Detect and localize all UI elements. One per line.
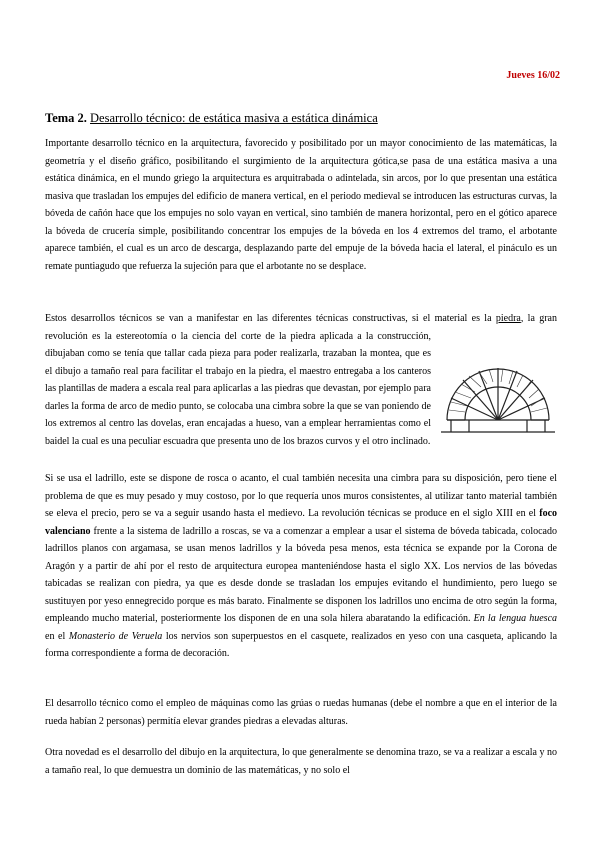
date-label: Jueves 16/02 [506, 70, 560, 81]
paragraph-3-text-d: los nervios son superpuestos en el casquete, realizados en yeso con una casqueta, aplicando la forma correspondiente a forma de decoración. [45, 630, 558, 659]
paragraph-1: Importante desarrollo técnico en la arquitectura, favorecido y posibilitado por un mayor conocimiento de las matemáticas, la geometría y el diseño gráfico, posibilitando el surgimiento de la arquitectura gótica,se pasa de una estática masiva a una estática dinámica, en el mundo griego la arquitectura es arquitrabada o adintelada, sin arcos, por lo que presentan una estática masiva que trasladan los empujes del edificio de manera vertical, en el periodo medieval se introducen las estructuras curvas, la bóveda de cañón hace que los empujes no solo vayan en vertical, sino también de manera horizontal, pero en el gótico aparece la bóveda de crucería simple, posibilitando concentrar los empujes de la bóveda en los 4 extremos del tramo, el arbotante aparece también, el cual es un arco de descarga, desplazando parte del empuje de la bóveda hacia el lateral, el pináculo es un remate puntiagudo que refuerza la sujeción para que el arbotante no se desplace. [45, 138, 557, 272]
topic-number: Tema 2. [45, 111, 87, 125]
paragraph-2 [45, 310, 557, 450]
topic-title: Desarrollo técnico: de estática masiva a estática dinámica [90, 111, 378, 125]
lengua-huesca-term: En la lengua huesca [473, 613, 558, 624]
monasterio-veruela-term: Monasterio de Veruela [68, 630, 163, 642]
paragraph-2-text-b: , la gran revolución es la estereotomía o la ciencia del corte de la piedra aplicada a la construcción, dibujaban como se tenía que tallar cada pieza para poder realizarla, trazaban la montea, que es el dibujo a tamaño real para facilitar el trabajo en la piedra, el maestro entregaba a los canteros las plantillas de madera a escala real para aplicarlas a las piedras que devastan, por ejemplo para darles la forma de arco de medio punto, se colocaba una cimbra sobre la que se van poniendo de los extremos al centro las dovelas, eran encajadas a hueso, van a emplear herramientas como el baidel la cual es una peculiar escuadra que presenta uno de los brazos curvos y el otro inclinado. [45, 313, 557, 447]
foco-valenciano-term: foco valenciano [45, 508, 558, 537]
paragraph-3-text-c: en el [45, 630, 66, 642]
paragraph-2-text-a: Estos desarrollos técnicos se van a manifestar en las diferentes técnicas constructivas, si el material es la [45, 313, 492, 324]
page-title [45, 111, 378, 126]
paragraph-3-text-a: Si se usa el ladrillo, este se dispone de rosca o acanto, el cual también necesita una cimbra para su disposición, pero tiene el problema de que es muy pesado y muy costoso, por lo que requería unos muros consistentes, al utilizar tanto material también se eleva el precio, pero se va a seguir usando hasta el medievo. La revolución técnicas se produce en el siglo XIII en el [45, 473, 557, 519]
paragraph-3-text-b: frente a la sistema de ladrillo a roscas, se va a comenzar a emplear a usar el sistema de bóveda tabicada, colocado ladrillos planos con argamasa, se usan menos ladrillos y la bóveda pesa menos, esta técnica se expande por la Corona de Aragón y a partir de ahí por el resto de arquitectura europea manteniéndose hasta el siglo XX. Los nervios de las bóvedas tabicadas se realizan con piedra, ya que es desde donde se trasladan los empujes evitando el hundimiento, pero luego se sustituyen por yeso ennegrecido porque es más barato. Finalmente se disponen los ladrillos uno encima de otro según la forma, empleando mucho material, posteriormente los disponen de en una sola hilera abaratando la edificación. [45, 525, 557, 624]
semicircular-arch-illustration [439, 332, 557, 438]
paragraph-5: Otra novedad es el desarrollo del dibujo en la arquitectura, lo que generalmente se denomina trazo, se va a realizar a escala y no a tamaño real, lo que demuestra un dominio de las matemáticas, y no solo el [45, 747, 557, 776]
piedra-link[interactable]: piedra [495, 313, 521, 324]
paragraph-4: El desarrollo técnico como el empleo de máquinas como las grúas o ruedas humanas (debe el nombre a que en el interior de la rueda habían 2 personas) permitía elevar grandes piedras a elevadas alturas. [45, 698, 557, 727]
paragraph-3 [45, 470, 557, 663]
